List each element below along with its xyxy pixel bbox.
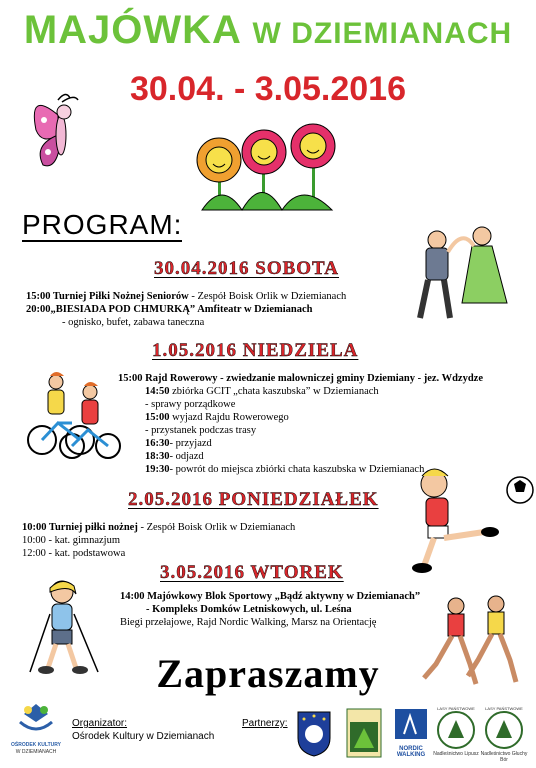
- partner-green-logo: [346, 708, 382, 758]
- day2-line-2: 14:50 zbiórka GCIT „chata kaszubska” w Dziemianach: [145, 386, 379, 397]
- day-heading-1: 30.04.2016 SOBOTA: [154, 258, 340, 279]
- day2-line-6: 16:30- przyjazd: [145, 438, 212, 449]
- flower-mid: [242, 130, 286, 174]
- organizer-logo: [8, 700, 64, 740]
- partner-nordic-text: NORDIC WALKING: [396, 746, 426, 758]
- day3-line-2: 10:00 - kat. gimnazjum: [22, 535, 120, 546]
- lasy-logo-text-2: LASY PAŃSTWOWE: [485, 706, 523, 711]
- partner-coat-of-arms: [296, 710, 332, 758]
- day-block-2: [118, 372, 483, 476]
- day-block-4: [120, 590, 420, 629]
- day1-line-3: - ognisko, bufet, zabawa taneczna: [62, 317, 205, 328]
- event-dates: 30.04. - 3.05.2016: [129, 70, 406, 108]
- organizer-logo-sub: W DZIEMIANACH: [15, 749, 57, 755]
- day2-line-7: 18:30- odjazd: [145, 451, 204, 462]
- flowers-illustration: [182, 120, 347, 220]
- page-title: [0, 8, 536, 53]
- lasy-panstwowe-logo-1: [436, 710, 476, 750]
- day-block-3: [22, 521, 295, 560]
- dancers-illustration: [402, 218, 527, 326]
- footballer-illustration: [404, 462, 536, 574]
- partner-name-lipusz: Nadleśnictwo Lipusz: [433, 751, 479, 757]
- day2-line-8: 19:30- powrót do miejsca zbiórki chata kaszubska w Dziemianach: [145, 464, 425, 475]
- day3-line-1: 10:00 Turniej piłki nożnej - Zespół Boisk Orlik w Dziemianach: [22, 522, 296, 533]
- day-heading-3: 2.05.2016 PONIEDZIAŁEK: [128, 489, 379, 510]
- title-rest: W DZIEMIANACH: [252, 17, 513, 50]
- cyclists-illustration: [26, 368, 122, 460]
- partner-nordic-logo: [394, 708, 428, 744]
- organizer-name: Ośrodek Kultury w Dziemianach: [72, 731, 215, 742]
- day-heading-2: 1.05.2016 NIEDZIELA: [152, 340, 359, 361]
- organizer-logo-text: OŚRODEK KULTURY: [11, 742, 61, 748]
- day-block-1: [26, 290, 346, 329]
- day4-line-1: 14:00 Majówkowy Blok Sportowy „Bądź aktywny w Dziemianach”: [120, 591, 421, 602]
- invitation-text: Zapraszamy: [156, 651, 380, 696]
- title-main: MAJÓWKA: [23, 8, 241, 52]
- flower-right: [291, 124, 335, 168]
- day1-line-1: 15:00 Turniej Piłki Nożnej Seniorów - Zespół Boisk Orlik w Dziemianach: [26, 291, 347, 302]
- day1-line-2: 20:00„BIESIADA POD CHMURKĄ” Amfiteatr w Dziemianach: [26, 304, 313, 315]
- organizer-label: Organizator:: [72, 718, 128, 729]
- partners-label: Partnerzy:: [242, 718, 288, 729]
- program-label: PROGRAM:: [22, 209, 183, 240]
- day2-line-4: 15:00 wyjazd Rajdu Rowerowego: [145, 412, 289, 423]
- day2-line-1: 15:00 Rajd Rowerowy - zwiedzanie malowniczej gminy Dziemiany - jez. Wdzydze: [118, 373, 483, 384]
- day2-line-3: - sprawy porządkowe: [145, 399, 236, 410]
- day4-line-2: - Kompleks Domków Letniskowych, ul. Leśna: [146, 604, 352, 615]
- butterfly-illustration: [28, 90, 98, 175]
- flower-left: [197, 138, 241, 182]
- lasy-logo-text-1: LASY PAŃSTWOWE: [437, 706, 475, 711]
- partner-name-gluchy-bor: Nadleśnictwo Głuchy Bór: [480, 751, 528, 763]
- day2-line-5: - przystanek podczas trasy: [145, 425, 257, 436]
- lasy-panstwowe-logo-2: [484, 710, 524, 750]
- day3-line-3: 12:00 - kat. podstawowa: [22, 548, 126, 559]
- day-heading-4: 3.05.2016 WTOREK: [160, 562, 344, 583]
- day4-line-3: Biegi przełajowe, Rajd Nordic Walking, Marsz na Orientację: [120, 617, 377, 628]
